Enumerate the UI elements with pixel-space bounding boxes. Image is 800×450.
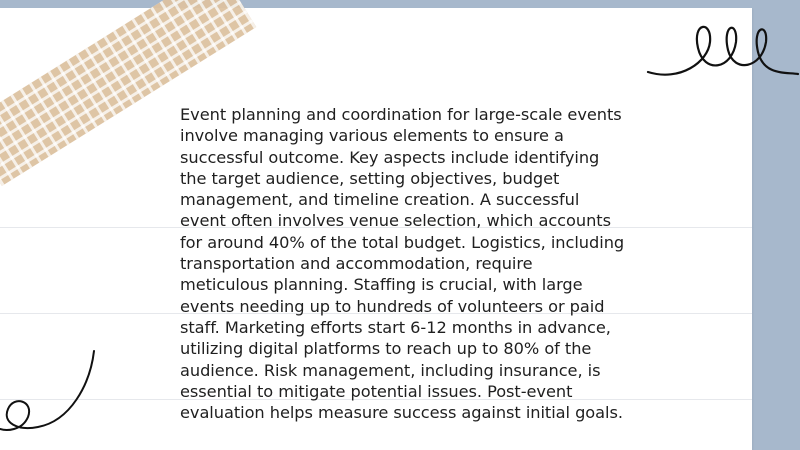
scribble-loop-bottom-left: [0, 345, 110, 435]
body-paragraph: Event planning and coordination for large-scale events involve managing various elements to ensure a successful outcome. Key aspects include identifying the target audience, setting objectives, budget management, and timeline creation. A successful event often involves venue selection, which accounts for around 40% of the total budget. Logistics, including transportation and accommodation, require meticulous planning. Staffing is crucial, with large events needing up to hundreds of volunteers or paid staff. Marketing efforts start 6-12 months in advance, utilizing digital platforms to reach up to 80% of the audience. Risk management, including insurance, is essential to mitigate potential issues. Post-event evaluation helps measure success against initial goals.: [180, 105, 625, 423]
scribble-loops-top-right: [640, 12, 800, 84]
